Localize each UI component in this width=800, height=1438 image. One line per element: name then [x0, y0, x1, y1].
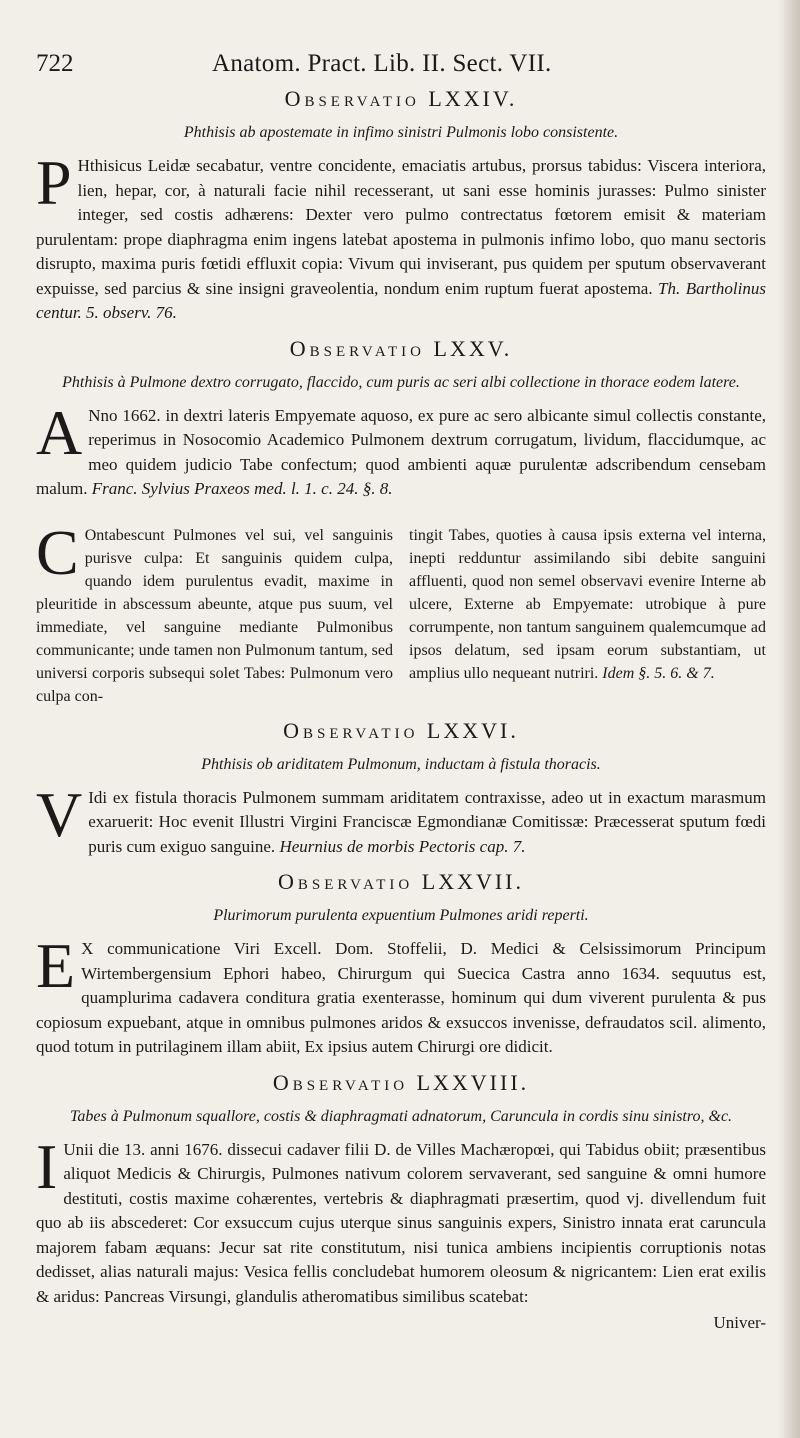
observation-subtitle: Plurimorum purulenta expuentium Pulmones aridi reperti. [213, 907, 589, 924]
page-edge [778, 0, 800, 1438]
drop-cap: P [36, 147, 72, 218]
two-column-commentary [36, 516, 766, 708]
drop-cap: V [36, 778, 83, 850]
observation-text: I Unii die 13. anni 1676. dissecui cadaver filii D. de Villes Machæropœi, qui Tabidus obiit; præsentibus aliquot Medicis & Chirurgis, Pulmones nativum colorem servaverant, sed sanguine & omni humore destituti, costis maxime cohærentes, vertebris & diaphragmati præsertim, quod vj. divellendum fuit quo ab iis abscederet: Cor exsuccum cujus uterque sinus sanguinis expers, Sinistro innata erat caruncula majorem fabam æquans: Jecur sat rite constitutum, nisi tunica ambiens incipientis corruptionis notas dedisset, alias naturali majus: Vesica fellis concludebat humorem oleosum & nigricantem: Lien erat exilis & aridus: Pancreas Virsungi, glandulis atheromatibus similibus scatebat: [36, 1130, 766, 1306]
drop-cap: A [36, 396, 83, 468]
observation-heading: Observatio LXXVI. [283, 717, 519, 743]
column-right: tingit Tabes, quoties à causa ipsis externa vel interna, inepti redduntur assimilando sibi debite sanguini affluenti, quod non semel observavi evenire Interne ab ulcere, Externe ab Empyemate: utrobique à pure corrumpente, non tantum sanguinem qualemcumque ad ipsos delatum, sed ipsam eorum substantiam, ut amplius ullo nequeant nutriri. Idem §. 5. 6. & 7. [409, 526, 766, 682]
citation: Idem §. 5. 6. & 7. [602, 664, 715, 682]
drop-cap: E [36, 930, 76, 1001]
observation-text: P Hthisicus Leidæ secabatur, ventre concidente, emaciatis artubus, prorsus tabidus: Viscera interiora, lien, hepar, cor, à naturali facie nihil recesserant, ut sani esse hominis jurasses: Pulmo sinister integer, sed costis adhærens: Dexter vero pulmo contrectatus fœtorem emisit & materiam purulentam: prope diaphragma enim ingens latebat apostema in pulmonis infimo lobo, quo manu sectoris disrupto, maxima puris fœtidi effluxit copia: Vivum qui inviserant, pus quidem per sputum observaverant expuisse, sed parcius & sine insigni graveolentia, nondum enim ruptum fuerat apostema. Th. Bartholinus centur. 5. observ. 76. [36, 147, 766, 322]
catchword: Univer- [713, 1313, 766, 1332]
citation: Heurnius de morbis Pectoris cap. 7. [279, 836, 526, 856]
observation-subtitle: Tabes à Pulmonum squallore, costis & diaphragmati adnatorum, Caruncula in cordis sinu sinistro, &c. [69, 1107, 733, 1125]
drop-cap: I [36, 1130, 58, 1202]
column-left: C Ontabescunt Pulmones vel sui, vel sanguinis purisve culpa: Et sanguinis quidem culpa, quando idem purulentus evadit, maxime in pleuritide in abscessum abeunte, atque pus suum, vel immediate, vel sanguine mediante Pulmonibus communicante; unde tamen non Pulmonum tantum, sed universi corporis subsequi solet Tabes: Pulmonum vero culpa con- [36, 516, 393, 705]
running-header [36, 50, 766, 78]
page-number: 722 [36, 50, 74, 77]
observation-heading: Observatio LXXVIII. [272, 1069, 530, 1095]
observation-text: E X communicatione Viri Excell. Dom. Stoffelii, D. Medici & Celsissimorum Principum Wirtembergensium Ephori habeo, Chirurgum qui Suecica Castra anno 1634. sequutus est, quamplurima cadavera conditura gratia exenterasse, hominum qui dum viverent purulenta & pus copiosum expuebant, atque in omnibus pulmones aridos & exsuccos invenisse, defraudatos scil. alimento, quod totum in putrilaginem illam abiit, Ex ipsius autem Chirurgi ore didicit. [36, 930, 766, 1056]
observation-heading: Observatio LXXIV. [284, 86, 518, 111]
citation: Franc. Sylvius Praxeos med. l. 1. c. 24. §. 8. [91, 479, 393, 498]
observation-text: V Idi ex fistula thoracis Pulmonem summam ariditatem contraxisse, adeo ut in exactum marasmum exaruerit: Hoc evenit Illustri Virgini Franciscæ Egmondianæ Comitissæ: Præcesserat sputum fœdi puris cum exiguo sanguine. Heurnius de morbis Pectoris cap. 7. [36, 778, 766, 856]
observation-heading: Observatio LXXV. [289, 335, 513, 361]
observation-text: A Nno 1662. in dextri lateris Empyemate aquoso, ex pure ac sero albicante simul collectis constante, reperimus in Nosocomio Academico Pulmonem dextrum corrugatum, lividum, flaccidumque, ac meo quidem judicio Tabe confectum; quod ambienti aquæ purulentæ adscribendum censebam malum. Franc. Sylvius Praxeos med. l. 1. c. 24. §. 8. [36, 396, 766, 498]
observation-subtitle: Phthisis ob ariditatem Pulmonum, inductam à fistula thoracis. [201, 755, 601, 773]
drop-cap: C [36, 516, 79, 588]
observation-subtitle: Phthisis à Pulmone dextro corrugato, flaccido, cum puris ac seri albi collectione in thorace eodem latere. [62, 373, 740, 391]
observation-heading: Observatio LXXVII. [277, 869, 525, 894]
observation-subtitle: Phthisis ab apostemate in infimo sinistri Pulmonis lobo consistente. [183, 124, 619, 141]
running-title: Anatom. Pract. Lib. II. Sect. VII. [212, 50, 552, 77]
citation: Th. Bartholinus centur. 5. observ. 76. [36, 278, 766, 322]
